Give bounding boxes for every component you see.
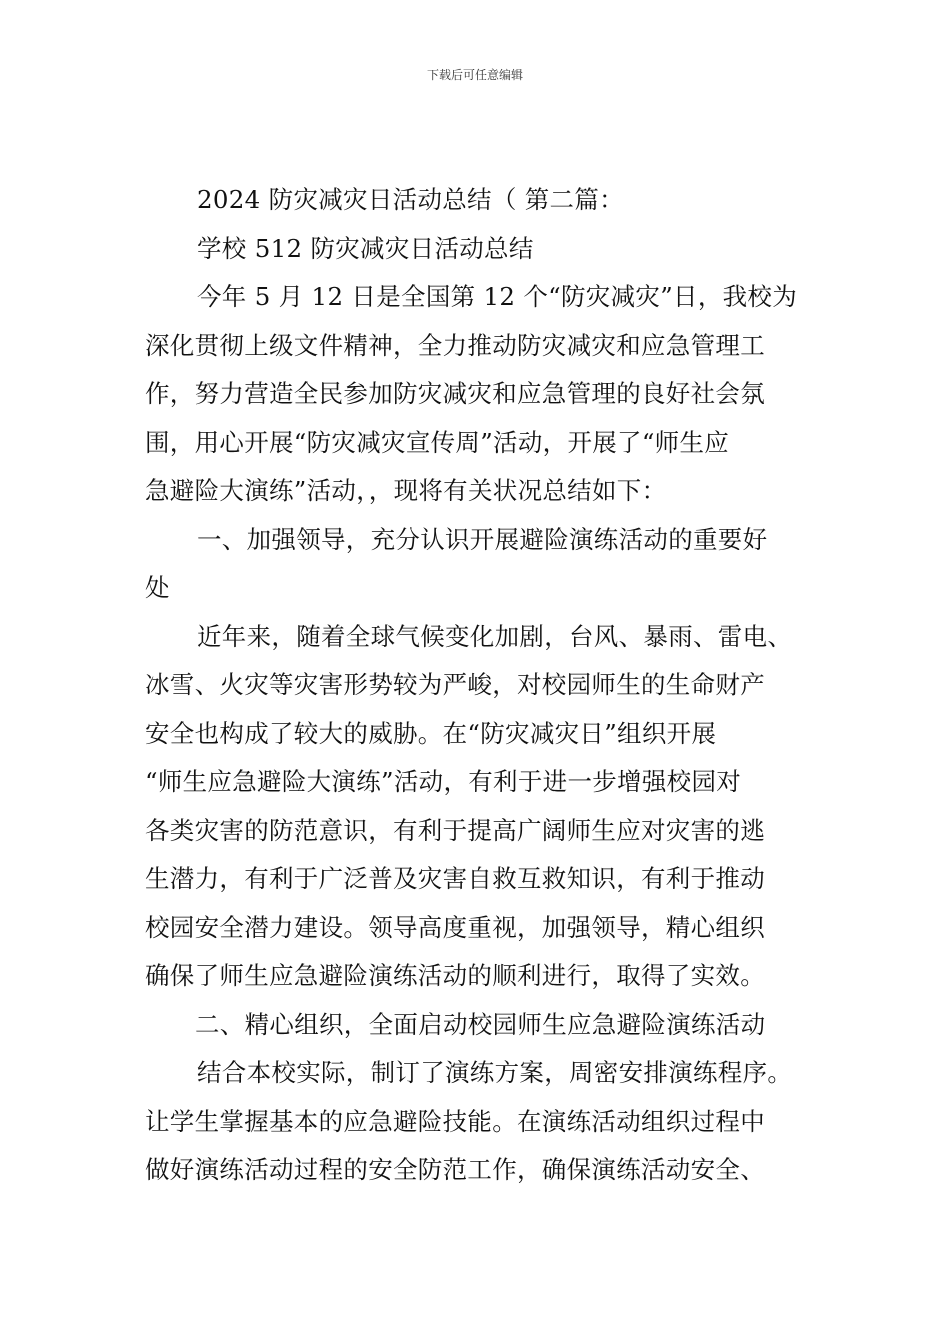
paragraph-3-line: 结合本校实际，制订了演练方案，周密安排演练程序。: [197, 1058, 793, 1087]
section-2-heading: 二、精心组织，全面启动校园师生应急避险演练活动: [195, 1009, 766, 1039]
paragraph-1-line: 围，用心开展“防灾减灾宣传周”活动，开展了“师生应: [145, 427, 730, 457]
paragraph-2-line: 各类灾害的防范意识，有利于提高广阔师生应对灾害的逃: [145, 815, 765, 845]
paragraph-3-line: 让学生掌握基本的应急避险技能。在演练活动组织过程中: [145, 1106, 765, 1136]
paragraph-2-line: 冰雪、火灾等灾害形势较为严峻，对校园师生的生命财产: [145, 670, 765, 699]
document-title-line-1: 2024 防灾减灾日活动总结（ 第二篇：: [197, 185, 624, 214]
paragraph-2-line: 近年来，随着全球气候变化加剧，台风、暴雨、雷电、: [197, 621, 793, 651]
paragraph-1-line: 今年 5 月 12 日是全国第 12 个“防灾减灾”日，我校为: [197, 282, 798, 311]
paragraph-1-line: 作，努力营造全民参加防灾减灾和应急管理的良好社会氛: [145, 379, 765, 408]
page-header-note: 下载后可任意编辑: [426, 68, 523, 82]
section-1-heading-line: 一、加强领导，充分认识开展避险演练活动的重要好: [197, 524, 768, 554]
paragraph-2-line: 校园安全潜力建设。领导高度重视，加强领导，精心组织: [145, 912, 765, 942]
paragraph-2-line: “师生应急避险大演练”活动，有利于进一步增强校园对: [145, 767, 742, 796]
paragraph-2-line: 确保了师生应急避险演练活动的顺利进行，取得了实效。: [145, 961, 765, 990]
document-title-line-2: 学校 512 防灾减灾日活动总结: [197, 233, 534, 263]
paragraph-2-line: 生潜力，有利于广泛普及灾害自救互救知识，有利于推动: [145, 864, 765, 893]
paragraph-1-line: 急避险大演练”活动，，现将有关状况总结如下：: [145, 476, 667, 505]
paragraph-2-line: 安全也构成了较大的威胁。在“防灾减灾日”组织开展: [145, 718, 717, 748]
section-1-heading-line: 处: [145, 573, 170, 602]
paragraph-1-line: 深化贯彻上级文件精神，全力推动防灾减灾和应急管理工: [145, 330, 765, 360]
document-body: [145, 176, 835, 1195]
paragraph-3-line: 做好演练活动过程的安全防范工作，确保演练活动安全、: [145, 1155, 765, 1184]
